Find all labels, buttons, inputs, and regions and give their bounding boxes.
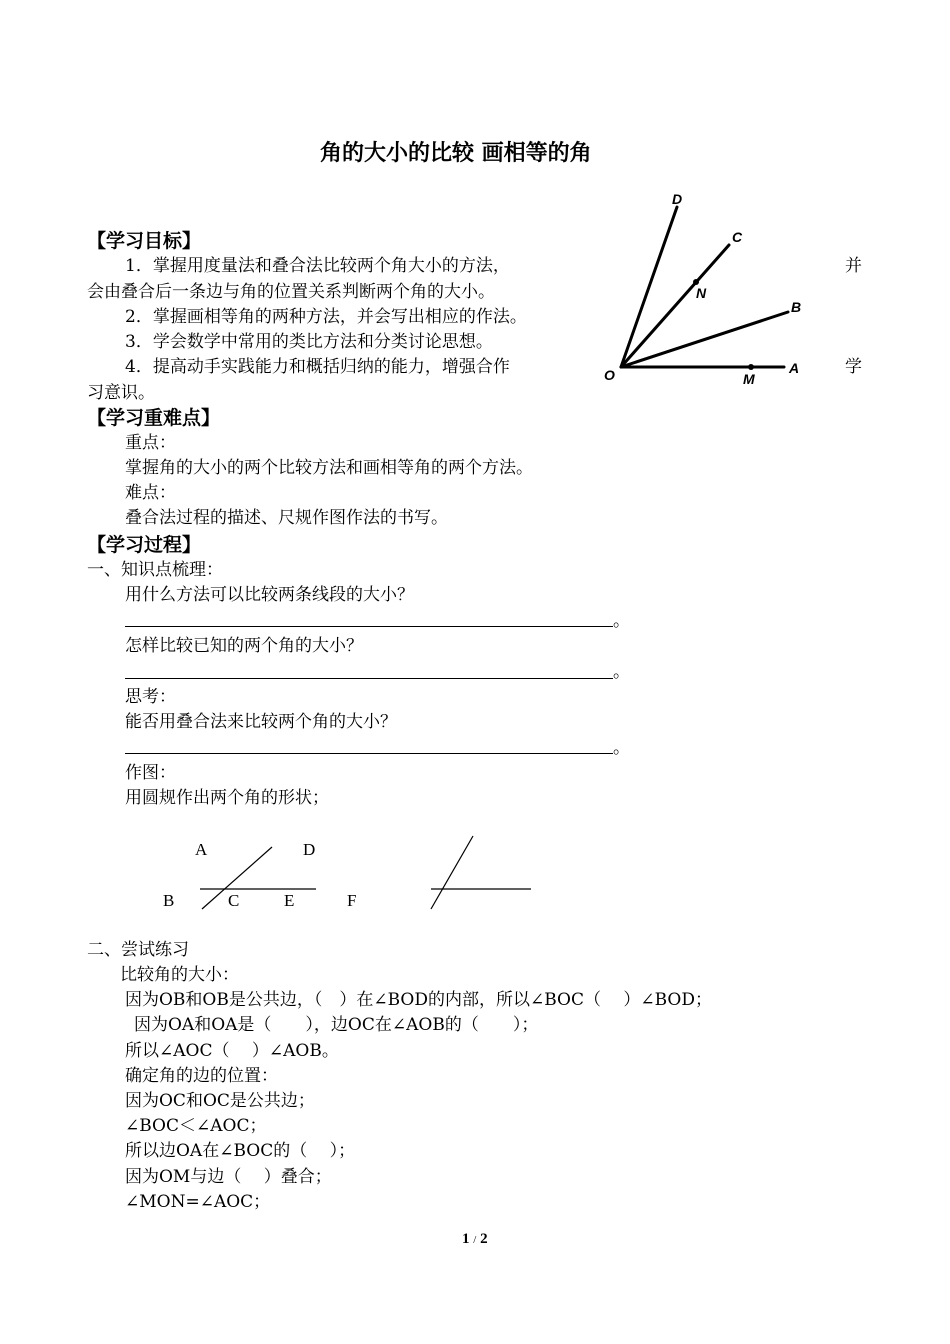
practice-line-7: 所以边OA在∠BOC的（ ）； bbox=[125, 1141, 356, 1161]
construction-label-C: C bbox=[228, 891, 240, 910]
page-title: 角的大小的比较 画相等的角 bbox=[320, 141, 592, 166]
objective-4-line-a: 4．提高动手实践能力和概括归纳的能力，增强合作 bbox=[125, 357, 510, 377]
label-O: O bbox=[604, 367, 615, 383]
construction-label-B: B bbox=[163, 891, 175, 910]
label-B: B bbox=[791, 299, 802, 315]
construction-label-F: F bbox=[347, 891, 357, 910]
practice-line-3: 所以∠AOC（ ）∠AOB。 bbox=[125, 1041, 339, 1061]
angle-2-slant bbox=[431, 836, 473, 909]
objective-4-tail: 学 bbox=[845, 357, 862, 377]
process-heading: 【学习过程】 bbox=[87, 534, 202, 556]
focus-label: 重点： bbox=[125, 433, 176, 453]
page-current: 1 bbox=[462, 1231, 470, 1247]
keypoints-heading: 【学习重难点】 bbox=[87, 407, 221, 429]
practice-line-2: 因为OA和OA是（ ），边OC在∠AOB的（ ）； bbox=[134, 1015, 539, 1035]
practice-line-9: ∠MON=∠AOC； bbox=[125, 1192, 271, 1212]
practice-line-6: ∠BOC＜∠AOC； bbox=[125, 1116, 267, 1136]
label-A: A bbox=[789, 360, 800, 376]
objective-4-line-b: 习意识。 bbox=[87, 383, 155, 403]
construction-label-E: E bbox=[284, 891, 295, 910]
answer-blank-2[interactable] bbox=[125, 678, 613, 679]
point-M bbox=[748, 364, 754, 370]
compare-label: 比较角的大小： bbox=[120, 965, 239, 985]
blank-3-period: 。 bbox=[613, 738, 630, 758]
objective-1-tail: 并 bbox=[845, 256, 862, 276]
construction-label-A: A bbox=[195, 840, 208, 859]
label-N: N bbox=[696, 285, 707, 301]
think-label: 思考： bbox=[125, 687, 176, 707]
question-1: 用什么方法可以比较两条线段的大小？ bbox=[125, 585, 414, 605]
answer-blank-1[interactable] bbox=[125, 626, 613, 627]
ray-OD bbox=[621, 207, 677, 367]
draw-text: 用圆规作出两个角的形状； bbox=[125, 788, 329, 808]
page-total: 2 bbox=[480, 1231, 488, 1247]
construction-label-D: D bbox=[303, 840, 316, 859]
page-number bbox=[462, 1232, 488, 1247]
practice-line-4: 确定角的边的位置： bbox=[125, 1066, 278, 1086]
practice-line-8: 因为OM与边（ ）叠合； bbox=[125, 1167, 332, 1187]
focus-text: 掌握角的大小的两个比较方法和画相等角的两个方法。 bbox=[125, 458, 533, 478]
angle-figure bbox=[590, 185, 830, 395]
section-2-title: 二、尝试练习 bbox=[87, 940, 189, 960]
difficulty-label: 难点： bbox=[125, 483, 176, 503]
blank-1-period: 。 bbox=[613, 611, 630, 631]
question-2: 怎样比较已知的两个角的大小？ bbox=[125, 636, 363, 656]
objective-2: 2．掌握画相等角的两种方法，并会写出相应的作法。 bbox=[125, 307, 527, 327]
draw-label: 作图： bbox=[125, 763, 176, 783]
difficulty-text: 叠合法过程的描述、尺规作图作法的书写。 bbox=[125, 508, 448, 528]
blank-2-period: 。 bbox=[613, 662, 630, 682]
objective-1-line-b: 会由叠合后一条边与角的位置关系判断两个角的大小。 bbox=[87, 282, 495, 302]
page-separator: / bbox=[473, 1234, 477, 1246]
section-1-title: 一、知识点梳理： bbox=[87, 560, 223, 580]
practice-line-5: 因为OC和OC是公共边； bbox=[125, 1091, 315, 1111]
label-D: D bbox=[672, 191, 683, 207]
label-C: C bbox=[732, 229, 743, 245]
label-M: M bbox=[743, 371, 755, 387]
answer-blank-3[interactable] bbox=[125, 753, 613, 754]
objective-1-line-a: 1．掌握用度量法和叠合法比较两个角大小的方法， bbox=[125, 256, 510, 276]
objective-3: 3．学会数学中常用的类比方法和分类讨论思想。 bbox=[125, 332, 493, 352]
practice-line-1: 因为OB和OB是公共边，（ ）在∠BOD的内部，所以∠BOC（ ）∠BOD； bbox=[125, 990, 712, 1010]
question-3: 能否用叠合法来比较两个角的大小？ bbox=[125, 712, 397, 732]
objectives-heading: 【学习目标】 bbox=[87, 230, 202, 252]
